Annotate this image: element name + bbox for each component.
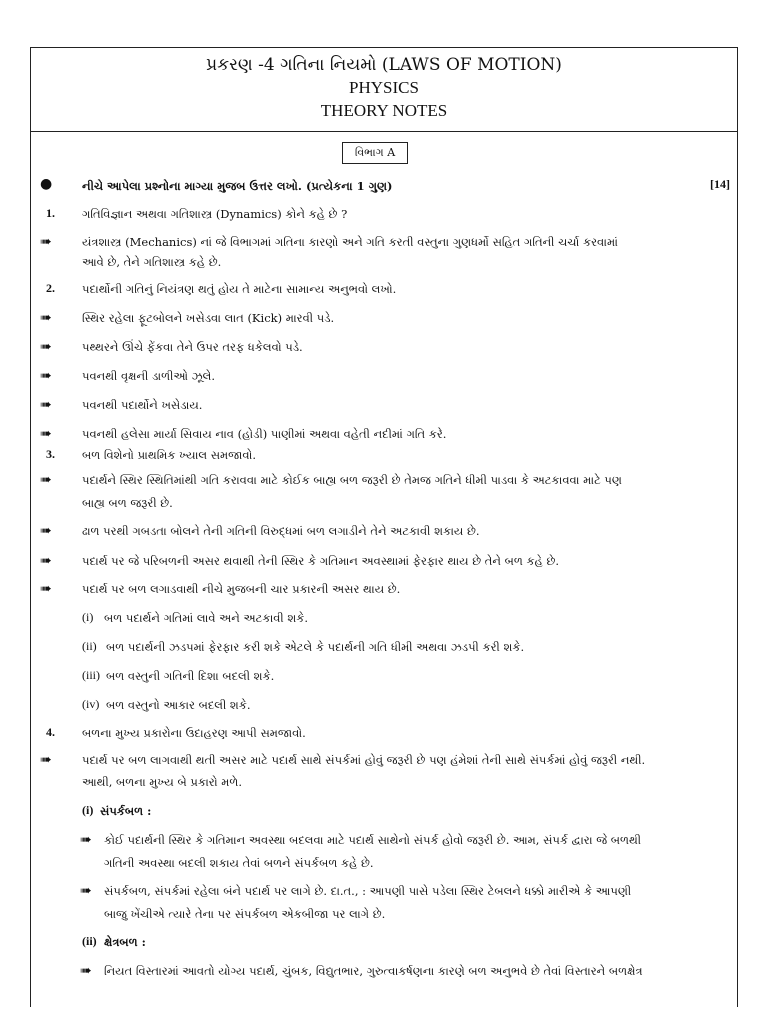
answer-text: સંપર્કબળ, સંપર્કમાં રહેલા બંને પદાર્થ પર લાગે છે. દા.ત., : આપણી પાસે પડેલા સ્થિર ટેબલને ધક્કો મારીએ કે આપણી <box>104 884 632 898</box>
arrow-icon: ➠ <box>40 339 52 355</box>
subheading-text: ક્ષેત્રબળ : <box>104 935 146 949</box>
answer-continuation: ગતિની અવસ્થા બદલી શકાય તેવાં બળને સંપર્કબળ કહે છે. <box>104 856 374 870</box>
arrow-icon: ➠ <box>40 310 52 326</box>
arrow-icon: ➠ <box>80 963 92 979</box>
answer-continuation: આથી, બળના મુખ્ય બે પ્રકારો મળે. <box>82 775 242 789</box>
answer-text: ઢાળ પરથી ગબડતા બોલને તેની ગતિની વિરુદ્ધમાં બળ લગાડીને તેને અટકાવી શકાય છે. <box>82 524 480 538</box>
question-number: 2. <box>46 281 55 295</box>
arrow-icon: ➠ <box>80 832 92 848</box>
question-number: 1. <box>46 206 55 220</box>
question-text: બળ વિશેનો પ્રાથમિક ખ્યાલ સમજાવો. <box>82 448 257 462</box>
answer-text: પદાર્થ પર બળ લગાડવાથી નીચે મુજબની ચાર પ્રકારની અસર થાય છે. <box>82 582 401 596</box>
answer-text: પદાર્થ પર જે પરિબળની અસર થવાથી તેની સ્થિર કે ગતિમાન અવસ્થામાં ફેરફાર થાય છે તેને બળ કહે છે. <box>82 554 559 568</box>
answer-text: પવનથી પદાર્થોને ખસેડાય. <box>82 398 203 412</box>
document-header <box>30 47 738 132</box>
arrow-icon: ➠ <box>40 368 52 384</box>
answer-text: પદાર્થને સ્થિર સ્થિતિમાંથી ગતિ કરાવવા માટે કોઈક બાહ્ય બળ જરૂરી છે તેમજ ગતિને ધીમી પાડવા કે અટકાવવા માટે પણ <box>82 473 622 487</box>
answer-continuation: બાહ્ય બળ જરૂરી છે. <box>82 496 173 510</box>
answer-text: પવનથી વૃક્ષની ડાળીઓ ઝૂલે. <box>82 369 215 383</box>
answer-text: યંત્રશાસ્ત્ર (Mechanics) નાં જે વિભાગમાં ગતિના કારણો અને ગતિ કરતી વસ્તુના ગુણધર્મો સહિત ગતિની ચર્ચા કરવામાં <box>82 235 618 249</box>
answer-text: નિયત વિસ્તારમાં આવતો યોગ્ય પદાર્થ, ચુંબક, વિદ્યુતભાર, ગુરુત્વાકર્ષણના કારણે બળ અનુભવે છે તેવાં વિસ્તારને બળક્ષેત્ર <box>104 964 643 978</box>
sub-item-label: (iii) <box>82 668 100 682</box>
arrow-icon: ➠ <box>40 426 52 442</box>
bullet-icon: ● <box>40 176 53 192</box>
subject-title: PHYSICS <box>349 78 419 97</box>
subheading-label: (ii) <box>82 934 97 948</box>
chapter-title: પ્રકરણ -4 ગતિના નિયમો (LAWS OF MOTION) <box>206 55 562 75</box>
answer-continuation: બાજુ ખેંચીએ ત્યારે તેના પર સંપર્કબળ એકબીજા પર લાગે છે. <box>104 907 386 921</box>
sub-item-label: (iv) <box>82 697 100 711</box>
sub-item-text: બળ વસ્તુનો આકાર બદલી શકે. <box>106 698 251 712</box>
subheading-label: (i) <box>82 803 94 817</box>
question-number: 3. <box>46 447 55 461</box>
answer-text: સ્થિર રહેલા ફૂટબોલને ખસેડવા લાત (Kick) મારવી પડે. <box>82 311 335 325</box>
arrow-icon: ➠ <box>40 581 52 597</box>
question-text: બળના મુખ્ય પ્રકારોના ઉદાહરણ આપી સમજાવો. <box>82 726 306 740</box>
sub-item-text: બળ વસ્તુની ગતિની દિશા બદલી શકે. <box>106 669 275 683</box>
question-text: પદાર્થોની ગતિનું નિયંત્રણ થતું હોય તે માટેના સામાન્ય અનુભવો લખો. <box>82 282 397 296</box>
sub-item-label: (ii) <box>82 639 97 653</box>
answer-text: પવનથી હલેસા માર્યા સિવાય નાવ (હોડી) પાણીમાં અથવા વહેતી નદીમાં ગતિ કરે. <box>82 427 447 441</box>
question-number: 4. <box>46 725 55 739</box>
sub-item-text: બળ પદાર્થને ગતિમાં લાવે અને અટકાવી શકે. <box>104 611 309 625</box>
answer-text: કોઈ પદાર્થની સ્થિર કે ગતિમાન અવસ્થા બદલવા માટે પદાર્થ સાથેનો સંપર્ક હોવો જરૂરી છે. આમ, સંપર્ક દ્વારા જે બળથી <box>104 833 642 847</box>
question-text: ગતિવિજ્ઞાન અથવા ગતિશાસ્ત્ર (Dynamics) કોને કહે છે ? <box>82 207 348 221</box>
arrow-icon: ➠ <box>40 472 52 488</box>
arrow-icon: ➠ <box>40 553 52 569</box>
notes-title: THEORY NOTES <box>320 101 448 120</box>
arrow-icon: ➠ <box>40 397 52 413</box>
arrow-icon: ➠ <box>40 752 52 768</box>
arrow-icon: ➠ <box>40 523 52 539</box>
answer-text: પથ્થરને ઊંચે ફેંકવા તેને ઉપર તરફ ધકેલવો પડે. <box>82 340 303 354</box>
subheading-text: સંપર્કબળ : <box>100 804 152 818</box>
answer-continuation: આવે છે, તેને ગતિશાસ્ત્ર કહે છે. <box>82 255 222 269</box>
sub-item-text: બળ પદાર્થની ઝડપમાં ફેરફાર કરી શકે એટલે કે પદાર્થની ગતિ ધીમી અથવા ઝડપી કરી શકે. <box>106 640 525 654</box>
arrow-icon: ➠ <box>80 883 92 899</box>
sub-item-label: (i) <box>82 610 94 624</box>
instruction-text: નીચે આપેલા પ્રશ્નોના માગ્યા મુજબ ઉત્તર લખો. (પ્રત્યેકના 1 ગુણ) <box>82 179 393 193</box>
answer-text: પદાર્થ પર બળ લાગવાથી થતી અસર માટે પદાર્થ સાથે સંપર્કમાં હોવું જરૂરી છે પણ હંમેશાં તેની સાથે સંપર્કમાં હોવું જરૂરી નથી. <box>82 753 646 767</box>
arrow-icon: ➠ <box>40 234 52 250</box>
section-label: વિભાગ A <box>342 142 408 164</box>
marks-label: [14] <box>710 177 730 191</box>
